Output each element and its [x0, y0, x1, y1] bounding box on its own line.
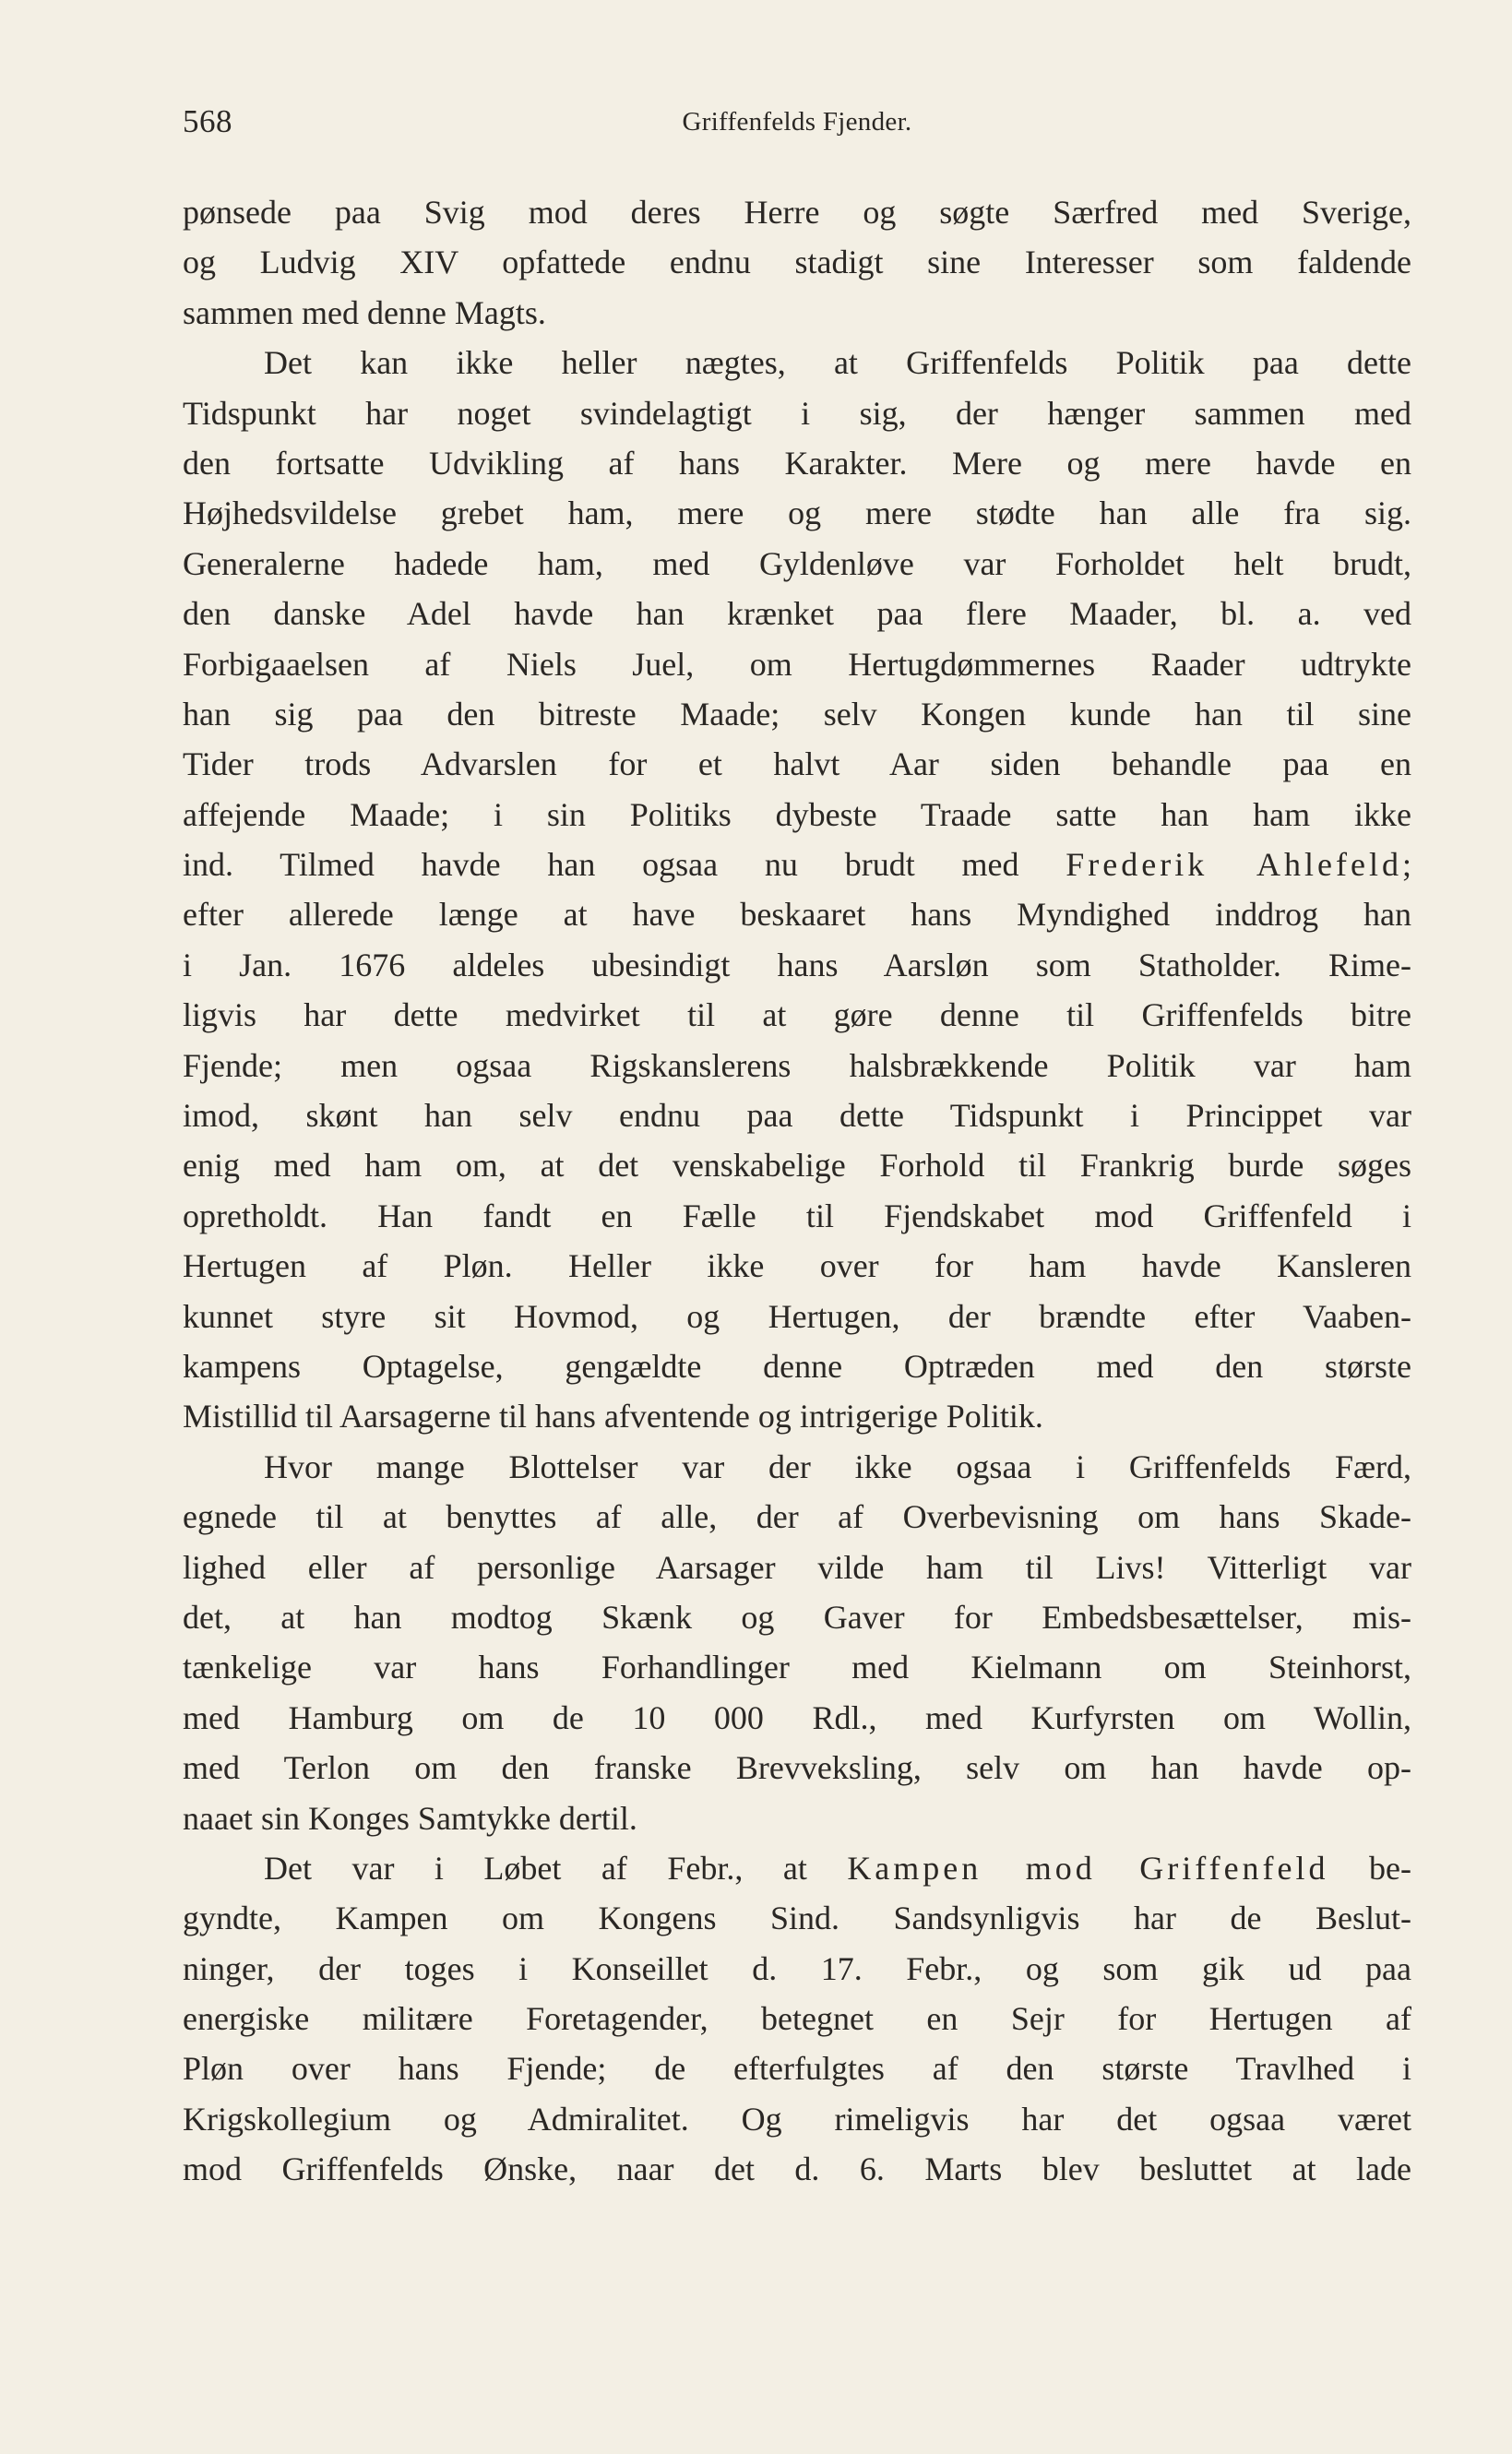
text-line-content: Tidspunkt har noget svindelagtigt i sig, der hænger sammen med	[183, 394, 1411, 432]
text-line	[183, 1191, 1411, 1241]
text-line-content: Forbigaaelsen af Niels Juel, om Hertugdømmernes Raader udtrykte	[183, 645, 1411, 683]
spaced-emphasis: Frederik Ahlefeld	[1066, 846, 1402, 884]
text-line	[183, 1442, 1411, 1492]
text-line	[183, 840, 1411, 889]
text-line-content: kunnet styre sit Hovmod, og Hertugen, der brændte efter Vaaben-	[183, 1297, 1411, 1335]
running-title: Griffenfelds Fjender.	[682, 107, 912, 137]
text-line-content: Hvor mange Blottelser var der ikke ogsaa i Griffenfelds Færd,	[264, 1447, 1411, 1485]
text-line-content: han sig paa den bitreste Maade; selv Kongen kunde han til sine	[183, 695, 1411, 733]
text-line-content: imod, skønt han selv endnu paa dette Tidspunkt i Princippet var	[183, 1097, 1411, 1135]
text-line	[183, 1543, 1411, 1592]
text-line	[183, 1341, 1411, 1391]
page-number: 568	[183, 103, 232, 139]
text-line-content: ind. Tilmed havde han ogsaa nu brudt med	[183, 846, 1066, 884]
text-line	[183, 1241, 1411, 1291]
text-line-content: naaet sin Konges Samtykke dertil.	[183, 1799, 637, 1837]
text-line-content: med Terlon om den franske Brevveksling, selv om han havde op-	[183, 1749, 1411, 1787]
text-line	[183, 940, 1411, 990]
text-line	[183, 1743, 1411, 1793]
text-line	[183, 1391, 1411, 1441]
text-line	[183, 689, 1411, 739]
text-line-content: pønsede paa Svig mod deres Herre og søgte Særfred med Sverige,	[183, 194, 1411, 231]
text-line-content: mod Griffenfelds Ønske, naar det d. 6. Marts blev besluttet at lade	[183, 2150, 1411, 2188]
text-line	[183, 338, 1411, 387]
text-line-content: ligvis har dette medvirket til at gøre denne til Griffenfelds bitre	[183, 996, 1411, 1034]
text-line	[183, 388, 1411, 438]
text-line	[183, 1140, 1411, 1190]
text-line	[183, 237, 1411, 287]
text-line-content: det, at han modtog Skænk og Gaver for Embedsbesættelser, mis-	[183, 1598, 1411, 1636]
text-line-tail: be-	[1328, 1849, 1411, 1887]
text-line	[183, 639, 1411, 689]
spaced-emphasis: Kampen mod Griffenfeld	[847, 1849, 1329, 1887]
text-line	[183, 1693, 1411, 1743]
text-line	[183, 438, 1411, 488]
text-line	[183, 1090, 1411, 1140]
text-line	[183, 1944, 1411, 1994]
text-line-content: tænkelige var hans Forhandlinger med Kielmann om Steinhorst,	[183, 1649, 1411, 1686]
text-line	[183, 1592, 1411, 1642]
text-line	[183, 589, 1411, 638]
text-line-content: enig med ham om, at det venskabelige Forhold til Frankrig burde søges	[183, 1147, 1411, 1185]
text-line-content: den danske Adel havde han krænket paa flere Maader, bl. a. ved	[183, 595, 1411, 633]
text-line-content: Hertugen af Pløn. Heller ikke over for ham havde Kansleren	[183, 1247, 1411, 1285]
page-header	[183, 103, 1411, 149]
text-line-content: i Jan. 1676 aldeles ubesindigt hans Aarsløn som Statholder. Rime-	[183, 946, 1411, 983]
text-line-content: Det kan ikke heller nægtes, at Griffenfelds Politik paa dette	[264, 344, 1411, 382]
text-line	[183, 1893, 1411, 1943]
text-line-content: efter allerede længe at have beskaaret hans Myndighed inddrog han	[183, 896, 1411, 934]
text-line	[183, 1041, 1411, 1090]
text-line-content: Det var i Løbet af Febr., at	[264, 1849, 848, 1887]
text-line	[183, 187, 1411, 237]
text-line	[183, 2094, 1411, 2144]
text-line-content: Højhedsvildelse grebet ham, mere og mere stødte han alle fra sig.	[183, 494, 1411, 532]
text-line-content: ninger, der toges i Konseillet d. 17. Febr., og som gik ud paa	[183, 1949, 1411, 1987]
text-line-content: energiske militære Foretagender, betegnet en Sejr for Hertugen af	[183, 2000, 1411, 2038]
text-line-content: lighed eller af personlige Aarsager vilde ham til Livs! Vitterligt var	[183, 1548, 1411, 1586]
text-line-content: Tider trods Advarslen for et halvt Aar siden behandle paa en	[183, 745, 1411, 783]
text-line-content: Pløn over hans Fjende; de efterfulgtes af den største Travlhed i	[183, 2050, 1411, 2088]
text-line-content: den fortsatte Udvikling af hans Karakter. Mere og mere havde en	[183, 444, 1411, 482]
text-line	[183, 1492, 1411, 1542]
text-line-content: med Hamburg om de 10 000 Rdl., med Kurfyrsten om Wollin,	[183, 1698, 1411, 1736]
text-line	[183, 1292, 1411, 1341]
text-line	[183, 790, 1411, 840]
text-line	[183, 1843, 1411, 1893]
text-line	[183, 1793, 1411, 1843]
text-line	[183, 1642, 1411, 1692]
text-line	[183, 1994, 1411, 2043]
text-line-content: Fjende; men ogsaa Rigskanslerens halsbrækkende Politik var ham	[183, 1046, 1411, 1084]
text-line	[183, 2043, 1411, 2093]
text-line-content: kampens Optagelse, gengældte denne Optræden med den største	[183, 1347, 1411, 1385]
text-line	[183, 889, 1411, 939]
text-line	[183, 990, 1411, 1040]
body-text	[183, 187, 1411, 2195]
text-line	[183, 739, 1411, 789]
text-line	[183, 288, 1411, 338]
text-line	[183, 539, 1411, 589]
text-line	[183, 2144, 1411, 2194]
text-line-content: sammen med denne Magts.	[183, 293, 546, 331]
text-line-content: gyndte, Kampen om Kongens Sind. Sandsynligvis har de Beslut-	[183, 1900, 1411, 1937]
text-line	[183, 488, 1411, 538]
text-line-content: egnede til at benyttes af alle, der af Overbevisning om hans Skade-	[183, 1498, 1411, 1536]
text-line-content: Generalerne hadede ham, med Gyldenløve var Forholdet helt brudt,	[183, 544, 1411, 582]
text-line-content: og Ludvig XIV opfattede endnu stadigt sine Interesser som faldende	[183, 244, 1411, 281]
text-line-content: Mistillid til Aarsagerne til hans afventende og intrigerige Politik.	[183, 1398, 1043, 1435]
text-line-content: Krigskollegium og Admiralitet. Og rimeligvis har det ogsaa været	[183, 2100, 1411, 2138]
text-line-tail: ;	[1402, 846, 1411, 884]
text-line-content: opretholdt. Han fandt en Fælle til Fjendskabet mod Griffenfeld i	[183, 1197, 1411, 1234]
text-line-content: affejende Maade; i sin Politiks dybeste Traade satte han ham ikke	[183, 795, 1411, 833]
